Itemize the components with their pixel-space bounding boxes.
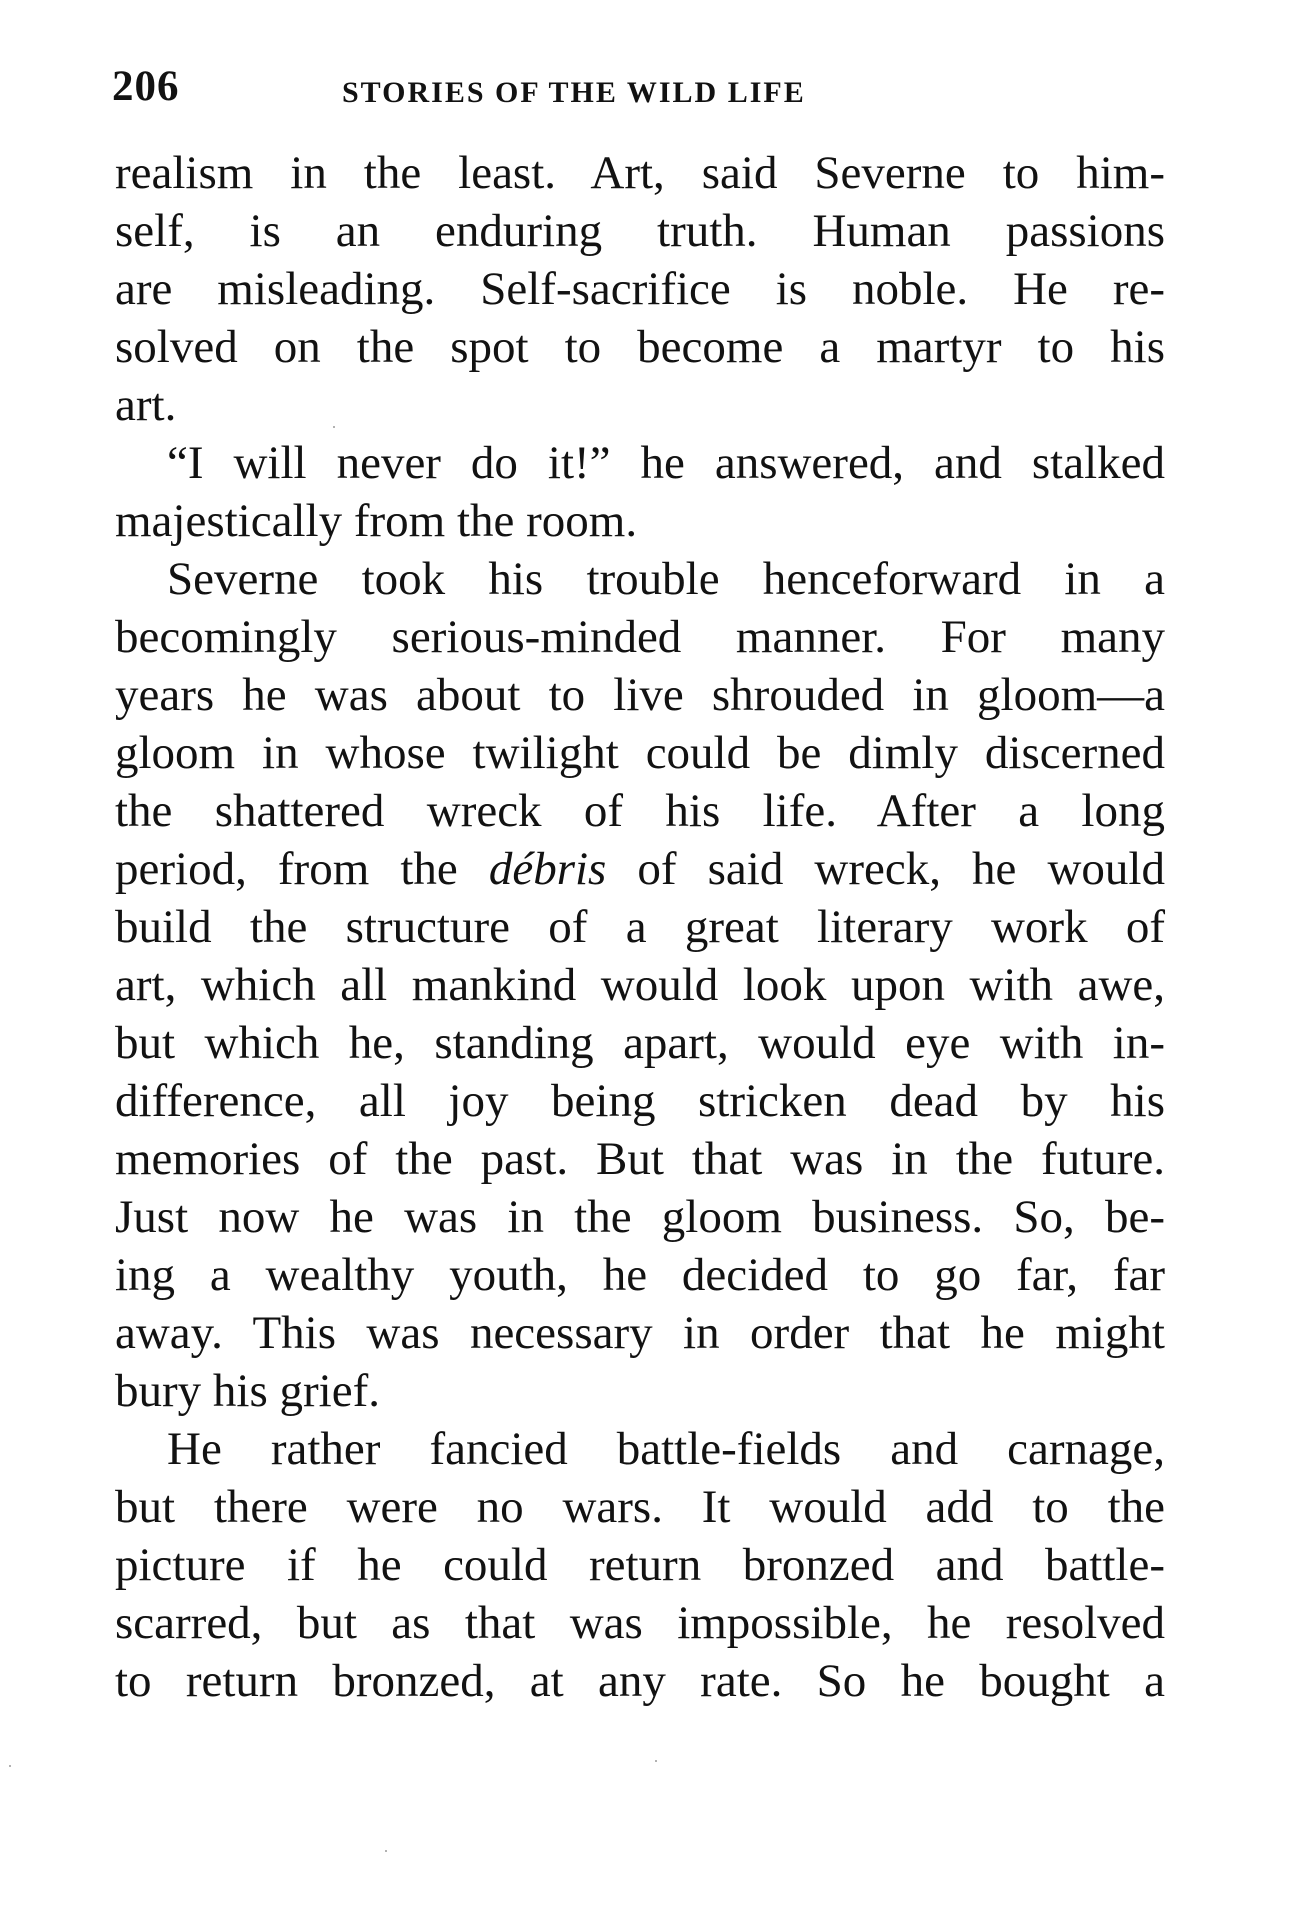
text-line: He rather fancied battle-fields and carnage,: [167, 1423, 1165, 1475]
text-line: “I will never do it!” he answered, and stalked: [167, 437, 1165, 489]
paper-speck: [655, 1760, 657, 1762]
text-line: scarred, but as that was impossible, he resolved: [115, 1597, 1165, 1649]
text-line: the shattered wreck of his life. After a long: [115, 785, 1165, 837]
text-line: bury his grief.: [115, 1365, 380, 1417]
text-line: art.: [115, 379, 177, 431]
text-line: Severne took his trouble henceforward in a: [167, 553, 1165, 605]
text-line: art, which all mankind would look upon with awe,: [115, 959, 1165, 1011]
text-line: majestically from the room.: [115, 495, 638, 547]
text-line: memories of the past. But that was in the future.: [115, 1133, 1165, 1185]
text-line: solved on the spot to become a martyr to his: [115, 321, 1165, 373]
text-fragment: period, from the: [115, 843, 489, 895]
text-line: away. This was necessary in order that he might: [115, 1307, 1165, 1359]
running-title: STORIES OF THE WILD LIFE: [342, 76, 806, 109]
text-line: are misleading. Self-sacrifice is noble. He re-: [115, 263, 1165, 315]
text-line: realism in the least. Art, said Severne to him-: [115, 147, 1165, 199]
paper-speck: [333, 426, 335, 428]
text-line: but there were no wars. It would add to the: [115, 1481, 1165, 1533]
text-line: picture if he could return bronzed and battle-: [115, 1539, 1165, 1591]
text-line: self, is an enduring truth. Human passions: [115, 205, 1165, 257]
text-line: becomingly serious-minded manner. For many: [115, 611, 1165, 663]
text-line: but which he, standing apart, would eye with in-: [115, 1017, 1165, 1069]
page-number: 206: [112, 63, 180, 110]
running-head: [112, 62, 1166, 114]
text-line: difference, all joy being stricken dead by his: [115, 1075, 1165, 1127]
text-line: to return bronzed, at any rate. So he bought a: [115, 1655, 1165, 1707]
paper-speck: [385, 1850, 387, 1852]
text-line: years he was about to live shrouded in gloom—a: [115, 669, 1165, 721]
text-line: gloom in whose twilight could be dimly discerned: [115, 727, 1165, 779]
text-fragment: of said wreck, he would: [606, 843, 1165, 895]
text-line: build the structure of a great literary work of: [115, 901, 1165, 953]
body-text: [115, 144, 1165, 1710]
text-line: [115, 840, 1165, 898]
text-line: Just now he was in the gloom business. So, be-: [115, 1191, 1165, 1243]
italic-word: débris: [488, 843, 607, 895]
text-line: ing a wealthy youth, he decided to go far, far: [115, 1249, 1165, 1301]
paper-speck: [9, 1765, 11, 1767]
